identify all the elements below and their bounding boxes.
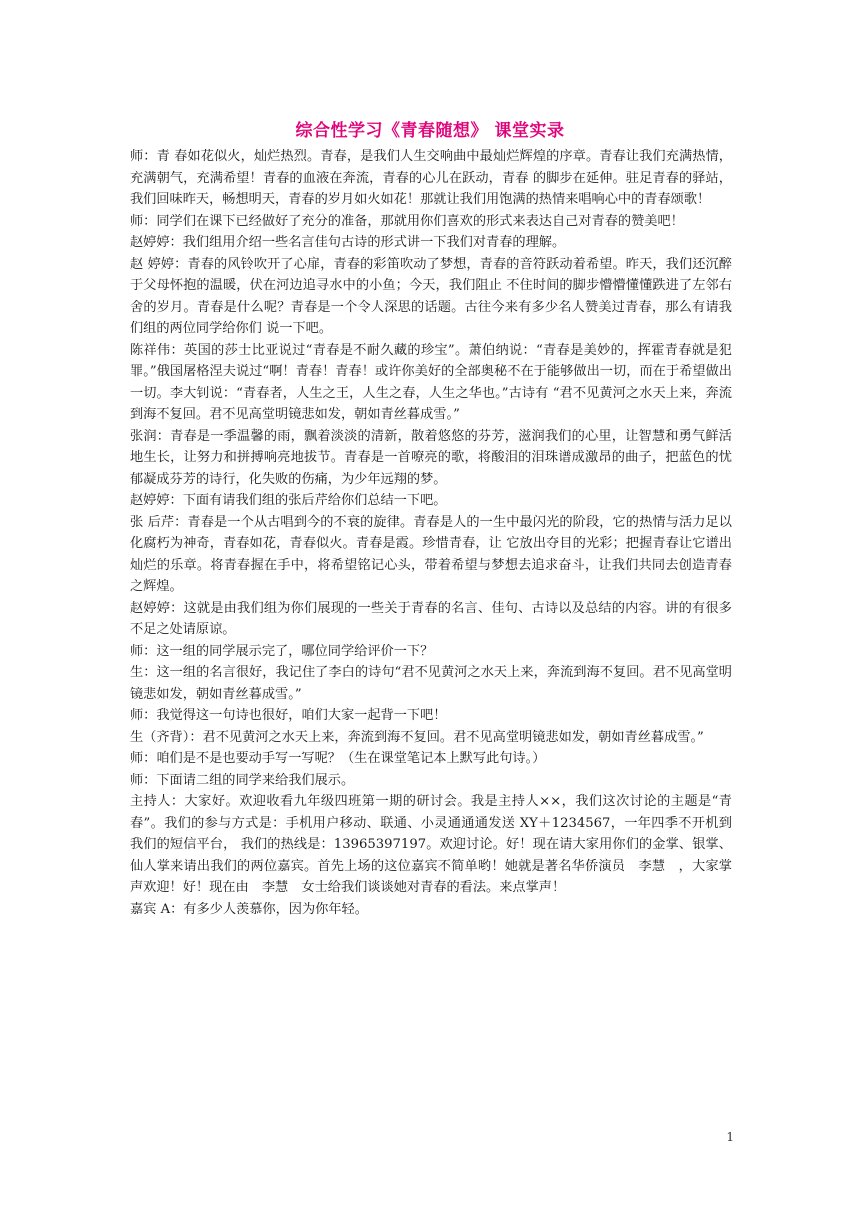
paragraph: 生（齐背）：君不见黄河之水天上来，奔流到海不复回。君不见高堂明镜悲如发，朝如青丝暮成雪。” bbox=[130, 729, 704, 745]
paragraph: 师：咱们是不是也要动手写一写呢？（生在课堂笔记本上默写此句诗。） bbox=[130, 751, 546, 766]
paragraph: 师：同学们在课下已经做好了充分的准备，那就用你们喜欢的形式来表达自己对青春的赞美吧！ bbox=[130, 213, 684, 229]
paragraph: 赵婷婷：这就是由我们组为你们展现的一些关于青春的名言、佳句、古诗以及总结的内容。讲的有很多不足之处请原谅。 bbox=[130, 600, 732, 637]
paragraph: 陈祥伟：英国的莎士比亚说过“青春是不耐久藏的珍宝”。萧伯纳说：“青春是美妙的，挥霍青春就是犯罪。”俄国屠格涅夫说过“啊！青春！青春！或许你美好的全部奥秘不在于能够做出一切，而在于希望做出一切。李大钊说：“青春者，人生之王，人生之春，人生之华也。”古诗有 “君不见黄河之水天上来，奔流到海不复回。君不见高堂明镜悲如发，朝如青丝暮成雪。” bbox=[130, 342, 732, 422]
paragraph: 嘉宾 A：有多少人羡慕你，因为你年轻。 bbox=[130, 901, 368, 917]
document-body bbox=[130, 146, 732, 920]
page-number: 1 bbox=[726, 1130, 734, 1144]
paragraph: 赵婷婷：下面有请我们组的张后芹给你们总结一下吧。 bbox=[130, 493, 447, 508]
paragraph: 师：这一组的同学展示完了，哪位同学给评价一下？ bbox=[130, 643, 434, 659]
paragraph: 赵 婷婷：青春的风铃吹开了心扉，青春的彩笛吹动了梦想，青春的音符跃动着希望。昨天，我们还沉醉于父母怀抱的温暖，伏在河边追寻水中的小鱼；今天，我们阻止 不住时间的脚步懵懵懂懂跌进了左邻右舍的岁月。青春是什么呢？青春是一个令人深思的话题。古往今来有多少名人赞美过青春，那么有请我们组的两位同学给你们 说一下吧。 bbox=[130, 256, 732, 336]
paragraph: 师：下面请二组的同学来给我们展示。 bbox=[130, 772, 355, 788]
paragraph: 师：青 春如花似火，灿烂热烈。青春，是我们人生交响曲中最灿烂辉煌的序章。青春让我们充满热情，充满朝气，充满希望！青春的血液在奔流，青春的心儿在跃动，青春 的脚步在延伸。驻足青春的驿站，我们回味昨天，畅想明天，青春的岁月如火如花！那就让我们用饱满的热情来唱响心中的青春颂歌！ bbox=[130, 149, 732, 207]
paragraph: 生：这一组的名言很好，我记住了李白的诗句“君不见黄河之水天上来，奔流到海不复回。君不见高堂明镜悲如发，朝如青丝暮成雪。” bbox=[130, 665, 732, 702]
paragraph: 赵婷婷：我们组用介绍一些名言佳句古诗的形式讲一下我们对青春的理解。 bbox=[130, 235, 566, 250]
paragraph: 师：我觉得这一句诗也很好，咱们大家一起背一下吧！ bbox=[130, 708, 447, 723]
paragraph: 主持人：大家好。欢迎收看九年级四班第一期的研讨会。我是主持人××，我们这次讨论的主题是“青春”。我们的参与方式是：手机用户移动、联通、小灵通通通发送 XY＋1234567，一年四季不开机到我们的短信平台， 我们的热线是：13965397197。欢迎讨论。好！现在请大家用你们的金掌、银掌、仙人掌来请出我们的两位嘉宾。首先上场的这位嘉宾不简单哟！她就是著名华侨演员 李慧 ，大家掌声欢迎！好！现在由 李慧 女士给我们谈谈她对青春的看法。来点掌声！ bbox=[130, 794, 732, 895]
paragraph: 张 后芹：青春是一个从古唱到今的不衰的旋律。青春是人的一生中最闪光的阶段，它的热情与活力足以化腐朽为神奇，青春如花，青春似火。青春是霞。珍惜青春，让 它放出夺目的光彩；把握青春让它谱出灿烂的乐章。将青春握在手中，将希望铭记心头，带着希望与梦想去追求奋斗，让我们共同去创造青春之辉煌。 bbox=[130, 514, 732, 594]
document-title: 综合性学习《青春随想》 课堂实录 bbox=[295, 121, 565, 141]
paragraph: 张润：青春是一季温馨的雨，飘着淡淡的清新，散着悠悠的芬芳，滋润我们的心里，让智慧和勇气鲜活地生长，让努力和拼搏响亮地拔节。青春是一首嘹亮的歌，将酸泪的泪珠谱成激昂的曲子，把蓝色的忧郁凝成芬芳的诗行，化失败的伤痛，为少年远翔的梦。 bbox=[130, 428, 732, 487]
